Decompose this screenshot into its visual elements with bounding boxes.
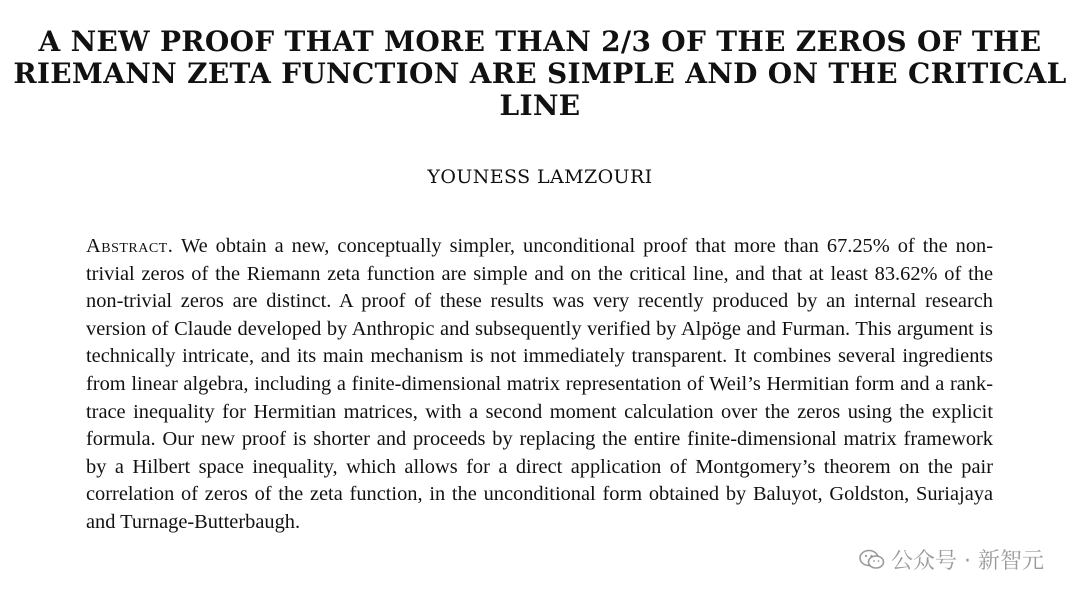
watermark-text: 公众号 · 新智元	[891, 549, 1044, 574]
wechat-icon	[859, 549, 885, 571]
abstract-label: Abstract.	[86, 235, 174, 257]
abstract	[86, 233, 993, 537]
abstract-text: We obtain a new, conceptually simpler, unconditional proof that more than 67.25% of the non-trivial zeros of the Riemann zeta function are simple and on the critical line, and that at least 83.62% of the non-trivial zeros are distinct. A proof of these results was very recently produced by an internal research version of Claude developed by Anthropic and subsequently verified by Alpöge and Furman. This argument is technically intricate, and its main mechanism is not immediately transparent. It combines several ingredients from linear algebra, including a finite-dimensional matrix representation of Weil’s Hermitian form and a rank-trace inequality for Hermitian matrices, with a second moment calculation over the zeros using the explicit formula. Our new proof is shorter and proceeds by replacing the entire finite-dimensional matrix framework by a Hilbert space inequality, which allows for a direct application of Montgomery’s theorem on the pair correlation of zeros of the zeta function, in the unconditional form obtained by Baluyot, Goldston, Suriajaya and Turnage-Butterbaugh.	[86, 235, 994, 533]
paper-title: A NEW PROOF THAT MORE THAN 2/3 OF THE ZEROS OF THE RIEMANN ZETA FUNCTION ARE SIMPLE AND ON THE CRITICAL LINE	[13, 25, 1067, 122]
paper-author: YOUNESS LAMZOURI	[427, 166, 653, 188]
watermark	[859, 544, 1044, 575]
